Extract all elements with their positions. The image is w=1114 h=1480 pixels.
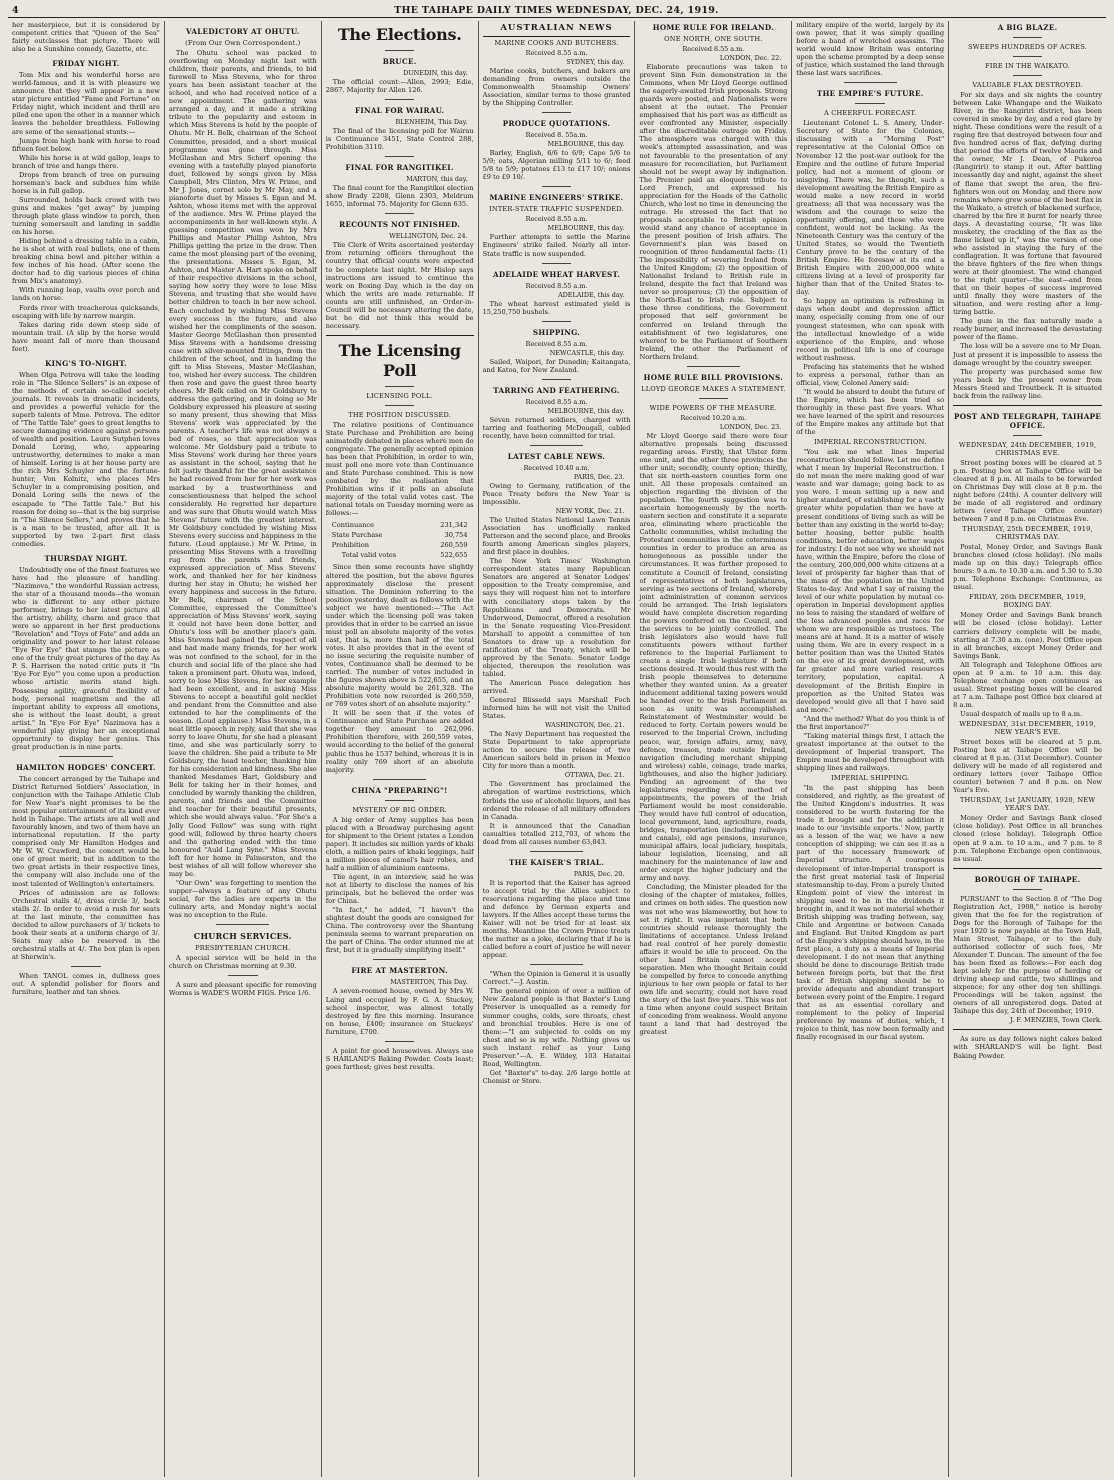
dateline: MASTERTON, This Day.: [390, 978, 468, 987]
received-time: Received 8.55 a.m.: [525, 49, 588, 57]
article-text: Barley, English, 6/6 to 6/9; Cape 5/6 to 5/9; oats, Algerian milling 5/11 to 6/; feed 5/8 to 5/9; potatoes £13 to £17 10/; onions £9 to £9 10/.: [482, 149, 631, 182]
table-row: [328, 541, 472, 549]
heading-wairau: FINAL FOR WAIRAU.: [354, 106, 445, 116]
heading-engineers-strike: MARINE ENGINEERS' STRIKE.: [489, 193, 624, 203]
divider: [1013, 75, 1043, 76]
article-text: Surrounded, holds back crowd with two guns and makes "get away" by jumping through plate glass window to porch, then turning somersault and landing in saddle on his horse.: [12, 195, 160, 237]
votes-value: 522,655: [440, 551, 468, 560]
heading-australian-news: AUSTRALIAN NEWS: [500, 23, 613, 33]
divider: [855, 103, 885, 104]
heading-borough: BOROUGH OF TAIHAPE.: [974, 874, 1081, 884]
divider: [953, 868, 1102, 869]
article-text: It is reported that the Kaiser has agreed to accept trial by the Allies subject to reservations regarding the place and time and defence by German experts and lawyers. If the Allies accept these terms the Kaiser will not be tried for at least six months. Meantime the Crown Prince treats the matter as a joke, declaring that if he is called before a court of justice he will never appear.: [482, 878, 631, 960]
divider: [953, 1029, 1102, 1030]
heading-licensing-poll: The Licensing Poll: [338, 340, 461, 380]
article-text: Elaborate precautions was taken to prevent Sinn Fein demonstration in the Commons, when Mr Lloyd George outlined the eagerly-awaited Irish proposals. Strong guards were posted, and Nationalists were absent at the outset. The Premier emphasised that his part was as difficult as ever confronted any Minister, especially after the discreditable outrage on Friday. The atmosphere was charged with this week's attempted assassination, and was not favourable to the presentation of any measure for reconciliation, but Parliament should not be swept away by indignation. The Premier paid an eloquent tribute to Lord French, and expressed his appreciation for the Heads of the Catholic Church, who lost no time in denouncing the outrage. He stressed the fact that no proposals acceptable to British opinion would stand any chance of acceptance in the present position of Irish affairs. The Government's plan was based on recognition of three fundamental facts: (1) The impossibility of severing Ireland from the United Kingdom; (2) the opposition of Nationalist Ireland to British rule in Ireland, despite the fact that Ireland was never so prosperous; (3) the opposition of the North-East to Irish rule. Subject to these three conditions, the Government proposed that self government be conferred on Ireland through the establishment of two legislatures, one whereof to be the Parliament of Southern Ireland, the other the Parliament of Northern Ireland.: [639, 63, 788, 361]
dateline: LONDON, Dec. 22.: [719, 54, 782, 62]
article-text: Street posting boxes will be cleared at 5 p.m. Posting box at Taihape Office will be cleared at 8 p.m. All mails to be forwarded on Christmas Day will close at 8 p.m. the night before (24th). A counter delivery will be made of all registered and ordinary letters (ever Taihape Office counter) between 7 and 8 p.m. on Christmas Eve.: [953, 458, 1103, 524]
column-3: [322, 21, 479, 1477]
article-text: Concluding, the Minister pleaded for the closing of the chapter of mistakes, follies, and crimes on both sides. The question now was not who was blameworthy, but how to set it right. It was important that both countries should release thoroughly the limitations of acceptance. Unless Ireland had real control of her purely domestic affairs it would be idle to proceed. On the other hand Britain cannot accept separation. Men who thought Britain could be compelled by force to concede anything injurious to her own people or fatal to her own life and security, could not have read the story of the last five years. This was not a time when anyone could suspect Britain of conceding from weakness. Would anyone taunt a land that had destroyed the greatest: [639, 883, 788, 1037]
dateline: BLENHEIM, This Day.: [395, 118, 468, 127]
subheading: MARINE COOKS AND BUTCHERS.: [494, 39, 619, 47]
dateline: MARTON, this day.: [406, 175, 468, 184]
article-text: Hiding behind a dressing table in a cabin, he is shot at with real bullets, one of them breaking china bowl and pitcher within a few inches of his head. (After scene the doctor had to dig various pieces of china from Mix's anatomy).: [12, 237, 160, 286]
article-text: her masterpiece, but it is considered by competent critics that "Queen of the Sea" fairly outclasses that picture. There will also be a Sunshine comedy, Gazette, etc.: [12, 21, 160, 54]
received-time: Received 8.55 a.m.: [525, 397, 588, 406]
article-text: "Our Own" was forgetting to mention the supper—always a feature of any Ohutu social, for the ladies are experts in the culinary arts, and Monday night's social was no exception to the Rule.: [168, 878, 317, 920]
subheading: SWEEPS HUNDREDS OF ACRES.: [968, 43, 1088, 51]
article-text: Marine cooks, butchers, and bakers are demanding from owners outside the Commonwealth Steamship Owners' Association, similar terms to those granted by the Shipping Controller.: [482, 67, 631, 108]
heading-post-telegraph: POST AND TELEGRAPH, TAIHAPE OFFICE.: [954, 411, 1102, 430]
article-text: Lieutenant Colonel L. S. Amery, Under-Secretary of State for the Colonies, discussing with a "Morning Post" representative at the Colonial Office on November 12 the post-war outlook for the Empire and the outline of future Imperial policy, had not a moment of gloom or misgiving. There was, he thought, such a development awaiting the British Empire as would make a new record in world greatness; all that was necessary was the wisdom and the courage to seize the opportunity offering, and those who were confident, would not be lacking. As the Nineteenth Century was the century of the United States, so would the Twentieth Century prove to be the century of the British Empire. He foresaw at its end a British Empire with 200,000,000 white citizens living at a level of prosperity far higher than that of the United States to-day.: [796, 119, 945, 297]
advert-harland: As sure as day follows night cakes baked with SHARLAND'S will be light. Best Baking Powder.: [953, 1035, 1103, 1060]
article-text: Money Order and Savings Bank branch will be closed (close holiday). Letter carriers delivery complete will be made, starting at 7.30 a.m. (one). Post Office open in all branches, except Money Order and Savings Bank.: [953, 611, 1103, 660]
heading-kings-tonight: KING'S TO-NIGHT.: [45, 358, 127, 368]
article-text: The American Peace delegation has arrived.: [482, 678, 631, 696]
divider: [953, 405, 1102, 406]
columns: [8, 21, 1106, 1477]
heading-empires-future: THE EMPIRE'S FUTURE.: [816, 89, 924, 99]
dateline: NEWCASTLE, this day.: [549, 348, 625, 357]
article-text: The final of the licensing poll for Wairau is Continuance 3451, State Control 288, Prohibition 3110.: [325, 127, 474, 152]
divider: [542, 321, 572, 322]
divider: [530, 964, 583, 965]
heading-wheat-harvest: ADELAIDE WHEAT HARVEST.: [492, 269, 621, 279]
divider: [326, 335, 474, 336]
divider: [385, 99, 415, 100]
divider: [542, 186, 572, 187]
article-text: "In fact," he added, "I haven't the slightest doubt the goods are consigned for China. The controversy over the Shantung peninsula seems to warrant preparation on the part of China. The order stunned me at first, but it is gradually simplifying itself.": [325, 906, 474, 955]
heading-thursday-night: THURSDAY NIGHT.: [44, 553, 128, 563]
article-text: A big order of Army supplies has been placed with a Broadway purchasing agent for shipment to the Orient (states a London paper). It includes six million yards of khaki cloth, a million pairs of khaki leggings, half a million pieces of camel's hair robes, and half a million of aluminium canteens.: [325, 815, 474, 872]
divider: [530, 445, 583, 446]
received-time: Received 8.55 a.m.: [525, 281, 588, 290]
article-text: The wheat harvest estimated yield is 15,250,750 bushels.: [482, 299, 631, 316]
subheading: WEDNESDAY, 24th DECEMBER, 1919, CHRISTMAS EVE.: [958, 440, 1097, 457]
article-text: All Telegraph and Telephone Offices are open at 9 a.m. to 10 a.m. this day. Telephone exchange open continuous as usual. Street posting boxes will be cleared at 7 a.m. Taihape post Office box cleared at 8 a.m.: [953, 660, 1103, 709]
divider: [1013, 37, 1043, 38]
dateline: LONDON, Dec. 23.: [719, 422, 782, 431]
subheading: FRIDAY, 26th DECEMBER, 1919, BOXING DAY.: [969, 593, 1087, 610]
subheading: FIRE IN THE WAIKATO.: [985, 62, 1071, 70]
article-text: The agent, in an interview, said he was not at liberty to disclose the names of his principals, but he believed the order was for China.: [325, 873, 474, 906]
heading-big-blaze: A BIG BLAZE.: [997, 23, 1058, 32]
received-time: Received 8.55 a.m.: [525, 215, 588, 224]
divider: [385, 50, 415, 51]
heading-church-services: CHURCH SERVICES.: [193, 931, 292, 942]
article-text: Money Order and Savings Bank closed (close holiday). Post Office in all branches closed (close holiday). Telegraph Office open at 9 a.m. to 10 a.m., and 7 p.m. to 8 p.m. Telephone Exchange open continuous, as usual.: [953, 814, 1103, 863]
subheading: THE POSITION DISCUSSED.: [348, 410, 452, 419]
divider: [373, 779, 426, 780]
article-text: Seven returned soldiers, charged with tarring and feathering McDougall, cabled recently, have been committed for trial.: [482, 415, 631, 440]
dateline: ADELAIDE, this day.: [558, 290, 625, 299]
column-7: [949, 21, 1106, 1477]
article-text: The Navy Department has requested the State Department to take appropriate action to secure the release of two American sailors held in prison in Mexico City for more than a month.: [482, 730, 631, 771]
article-text: Owing to Germany, ratification of the Peace Treaty before the New Year is impossible.: [482, 481, 631, 506]
article-text: "It would be absurd to doubt the future of the Empire, which has been tried so thoroughly in these past five years. What we have learned of the spirit and resources of the Empire makes any attitude but that of the: [796, 387, 945, 437]
heading-shipping: SHIPPING.: [532, 327, 581, 337]
subheading: PRESBYTERIAN CHURCH.: [195, 944, 291, 953]
subheading: WEDNESDAY, 31st DECEMBER, 1919, NEW YEAR'S EVE.: [959, 720, 1096, 737]
heading-china: CHINA "PREPARING"!: [351, 785, 448, 795]
divider: [216, 924, 269, 925]
divider: [530, 851, 583, 852]
subheading: LICENSING POLL.: [366, 391, 433, 400]
article-text: With running leap, vaults over porch and lands on horse.: [12, 286, 160, 303]
divider: [542, 263, 572, 264]
received-time: Received 10.20 a.m.: [680, 413, 747, 422]
article-text: The final count for the Rangitikei election show Brady 2208, Glenn 2303, Meldrum 1655, informal 75. Majority for Glenn 635.: [325, 184, 474, 209]
article-text: It is announced that the Canadian casualties totalled 212,703, of whom the dead from all causes number 63,843.: [482, 821, 631, 846]
article-text: The concert arranged by the Taihape and District Returned Soldiers' Association, in conjunction with the Taihape Athletic Club for New Year's night promises to be the most popular entertainment of its kind ever held in Taihape. The artists are all well and favourably known, and two of them have an international reputation. If the party comprised only Mr Hamilton Hodges and Mr W. W. Crawford, the concert would be one of great merit; but in addition to the two great artists in their respective lines, the company will also include one of the most talented of Wellington's entertainers.: [12, 774, 160, 888]
article-text: "And the method? What do you think is of the first importance?": [796, 714, 945, 731]
divider: [1013, 435, 1043, 436]
divider: [542, 379, 572, 380]
article-text: Takes daring ride down steep side of mountain trail. (A slip by the horse would have meant fall of more than thousand feet).: [12, 320, 160, 353]
article-text: The New York Times' Washington correspondent states many Republican Senators are angered at Senator Lodges' opposition to the Treaty compromise, and says they will request him not to interfere with conciliatory steps taken by the Republicans and Democrats. Mr Underwood, Democrat, offered a resolution in the Senate requesting Vice-President Marshall to appoint a committee of ten Senators to draw up a resolution for ratification of the Treaty, which will be approved by the Senate. Senator Lodge objected, thereupon the resolution was tabled.: [482, 557, 631, 678]
heading-kaiser-trial: THE KAISER'S TRIAL.: [508, 857, 605, 867]
article-text: Fords river with treacherous quicksands, escaping with life by narrow margin.: [12, 303, 160, 320]
advert-tanol: When TANOL comes in, dullness goes out. A splendid polisher for floors and furniture, leather and tan shoes.: [12, 971, 160, 997]
divider: [699, 398, 729, 399]
article-text: "Taking material things first, I attach the greatest importance at the outset to the development of Imperial transport. The Empire must be developed throughout with shipping lines and railways.: [796, 731, 945, 772]
article-text: Prices of admission are as follows: Orchestral stalls 4/, dress circle 3/, back stalls 2/. In order to avoid a rush for seats at the last minute, the committee has decided to allow purchasers of 3/ tickets to book their seats at a uniform charge of 3/. Seats may also be reserved in the orchestral stalls at 4/. The box plan is open at Sherwin's.: [12, 888, 160, 961]
subheading: IMPERIAL SHIPPING.: [831, 774, 910, 783]
votes-label: Continuance: [331, 521, 375, 530]
heading-home-rule: HOME RULE FOR IRELAND.: [652, 23, 774, 32]
received-time: Received 8.55 a.m.: [525, 339, 588, 348]
subheading: ONE NORTH, ONE SOUTH.: [664, 35, 763, 43]
advert-lung-preserver: The general opinion of over a million of New Zealand people is that Baxter's Lung Preserver is unequalled as a remedy for summer coughs, colds, sore throats, chest and bronchial troubles. Here is one of them:—"I am subjected to colds on my chest and so is my wife. Nothing gives us such instant relief as your Lung Preserver."—A. E. Wildey, 103 Hataitai Road, Wellington.: [482, 987, 631, 1068]
masthead-title: THE TAIHAPE DAILY TIMES WEDNESDAY, DEC. 24, 1919.: [394, 5, 719, 16]
heading-tarring: TARRING AND FEATHERING.: [493, 385, 620, 395]
article-text: military empire of the world, largely by its own power, that it was simply quailing before a band of wretched assassins. The world would know Britain was entering upon the scheme prompted by a deep sense of justice, which sustained the land through these last wars sacrifices.: [796, 21, 945, 78]
received-time: Received 8. 55a.m.: [525, 131, 588, 140]
article-text: When Olga Petrova will take the leading role in "The Silence Sellers" is an expose of the methods of certain so-called society journals. It reveals in dramatic incidents, and provides a powerful vehicle for the superb talents of Mme. Petrova. The editor of "The Tattle Tale" goes to great lengths to secure damaging evidence against persons of wealth and position. Laure Sutphen loves Donald Loring, who, appearing untrustworthy, determines to make a man of himself. Loring is at her house party are the rich Mrs Schuyler and the fortune-hunter, Von Kolnitz, who places Mrs Schuyler in a compromising position, and Donald Loring sells the news of the escapade to "The Tattle Tale." But his reason for doing so—that is the big surprise in "The Silence Sellers," and proves that he is a man to be trusted, after all. It is supported by two 2-part first class comedies.: [12, 370, 160, 548]
divider: [385, 386, 415, 387]
divider: [385, 156, 415, 157]
article-text: Mr Lloyd George said there were four alternative proposals being discussed regarding areas. Firstly, that Ulster form one unit, and the other three provinces the other unit; secondly, county option; thirdly, that six north-eastern counties form one unit. All these proposals contained an objection regarding the division of the population. The fourth suggestion was to ascertain homogeneously by the north-eastern section and constitute it a separate area, eliminating where practicable the Catholic communities, whilst including the Protestant communities in the coterminous counties in order to produce an area as homogeneous as possible under the circumstances. It was further proposed to constitute a Council of Ireland, consisting of representatives of both legislatures, serving as two sections of Ireland, whereby joint administration of common services could be arranged. The Irish legislators would have complete discretion regarding the powers conferred on the Council, and the services to be jointly controlled. The Irish legislators also would have full constituents powers without further reference to the Imperial Parliament to create a single Irish legislature if both sections desired. It would thus rest with the Irish people themselves to determine whether they wanted union. As a greater inducement additional taxing powers would be handed over to the Irish Parliament as soon as unity was accomplished. Reinstatement of Westminster would be reduced to forty. Certain powers would be reserved to the Imperial Crown, including peace, war, foreign affairs, army, navy, defence, treason, trade outside Ireland, navigation (including merchant shipping and wireless) cable, coinage, trade marks, lighthouses, and also the higher judiciary. Pending an agreement of the two legislatures regarding the method of appointments, the powers of the Irish Parliament would be most considerable. They would have full control of education, local government, land, agriculture, roads, bridges, transportation (including railways and canals), old age pensions, insurance, municipal affairs, local judiciary, hospitals, labour legislation, licensing, and all machinery for the maintenance of law and order except the higher judiciary and the army and navy.: [639, 431, 788, 883]
subheading: THURSDAY, 1st JANUARY, 1920, NEW YEAR'S DAY.: [959, 796, 1096, 813]
article-text: The Government has proclaimed the abrogation of wartime restrictions, which forbids the use of alcoholic liquors, and has ordered the release of all military offenders in Canada.: [482, 780, 631, 821]
advert-baking-powder: A point for good housewives. Always use S HARLAND'S Baking Powder. Costs least; goes farthest; gives best results.: [325, 1046, 474, 1071]
article-text: It will be seen that if the votes of Continuance and State Purchase are added together they amount to 262,096. Prohibition therefore, with 260,559 votes, would according to the belief of the general public thus be 1537 behind, whereas it is in reality only 769 short of an absolute majority.: [325, 709, 474, 774]
dateline: PARIS, Dec. 20.: [573, 869, 625, 878]
article-text: The Ohutu school was packed to overflowing on Monday night last with children, their parents, and friends, to bid farewell to Miss Stevens, who for three years has been assistant teacher at the school, and who had received notice of a new appointment. The gathering was arranged a day, and it made a striking tribute to the popularity and esteem in which Miss Stevens is held by the people of Ohutu. Mr H. Belk, chairman of the School Committee, presided, and a short musical programme was gone through. Miss McGlashan and Mrs Scherf opening the evening with a tastefully played pianoforte duet, followed by songs given by Miss Campbell, Mrs Clinton, Mrs W. Prime, and Mr J. Jones, cornet solo by Mr May, and a pianoforte duet by Misses S. Egan and M. Ashton, whose items met with the approval of the audience. Mrs W. Prime played the accompaniments in her well-known style. A guessing competition was won by Mrs Phillips and Master Phillip Ashton, Mrs Phillips getting the prize in the draw. Then came the most pleasing part of the evening, the presentations. Misses S. Egan, M. Ashton, and Master A. Hart spoke on behalf of their respective divisions in the school, saying how sorry they were to lose Miss Stevens, and trusting that she would have better children to teach in her new school. Each concluded by wishing Miss Stevens every success in the future, and also wished her the compliments of the season. Master George McGlashan then presented Miss Stevens with a handsome dressing case with silver-mounted fittings, from the children of the school, and in handing the gift to Miss Stevens, Master McGlashan, too, wished her every success. The children then rose and gave the guest three hearty cheers. Mr Belk called on Mr Goldsbury to address the gathering, and in doing so Mr Goldsbury expressed his pleasure at seeing so many present, thus showing that Miss Stevens' work was appreciated by the parents. A teacher's life was not always a bed of roses, so that appreciation was welcome. Mr Goldsbury paid a tribute to Miss Stevens' work during her three years as assistant in the school, saying that he felt justly thankful for the great assistance he had received from her for her work was marked by a trustworthiness and conscientiousness that helped the school considerably. He regretted her departure and was sure that Ohutu would watch Miss Stevens' future with the greatest interest. Mr Goldsbury concluded by wishing Miss Stevens every success and happiness in the future. (Loud applause.) Mr W. Prime, in presenting Miss Stevens with a travelling rug from the parents and friends, expressed appreciation of Miss Stevens' work, and thanked her for her kindness during her stay in Ohutu; he wished her every happiness and success in the future. Mr Belk, chairman of the School Committee, expressed the Committee's appreciation of Miss Stevens' work, saying it could not have been done better, and Ohutu's loss will be another place's gain. Miss Stevens had gained the respect of all and had made many friends, for her work was not confined to the school, for in the church and social life of the place she had taken a prominent part. Ohutu was, indeed, sorry to lose Miss Stevens, for her example had been excellent, and in asking Miss Stevens to accept a beautiful gold necklet and pendant from the Committee and also extended to her the compliments of the season. (Loud applause.) Miss Stevens, in a neat little speech in reply, said that she was sorry to leave Ohutu, for she had a pleasant time, and she was particularly sorry to leave the children. She paid a tribute to Mr Goldsbury, the head teacher, thanking him for his consideration and kindness. She also thanked Mesdames Hart, Goldsbury and Belk for taking her in their homes, and concluded by warmly thanking the children, parents, and friends and the Committee and teacher for their beautiful presents, which she would always value. "For She's a Jolly Good Fellow" was sung with right good will, followed by three hearty cheers and the gathering ended with the time honoured "Auld Lang Syne." Miss Stevens left for her home in Palmerston, and the best wishes of all will follow wherever she may be.: [168, 49, 317, 878]
article-text: Since then some recounts have slightly altered the position, but the above figures approximately disclose the present situation. The Dominion referring to the position yesterday, dealt as follows with the subject we have mentioned:—"The Act under which the licensing poll was taken provides that in order to be carried an issue must poll an absolute majority of the votes cast, that is, more than half of the total votes. It also provides that in the event of no issue securing the requisite number of votes, Continuance shall be deemed to be carried. The number of votes included in the figures shown above is 522,655, and an absolute majority would be 261,328. The Prohibition vote now recorded is 260,559, or 769 votes short of an absolute majority.": [325, 563, 474, 709]
article-text: Further attempts to settle the Marine Engineers' strike failed. Nearly all inter-State traffic is now suspended.: [482, 233, 631, 258]
article-text: Usual despatch of mails up to 8 a.m.: [960, 710, 1083, 718]
article-text: Postal, Money Order, and Savings Bank branches closed (close holiday). (No mails made up on this day.) Telegraph office hours: 9 a.m. to 10.30 a.m. and 5.30 to 5.30 p.m. Telephone Exchange: Continuous, as usual.: [953, 543, 1103, 592]
divider: [59, 756, 112, 757]
subheading: (From Our Own Correspondent.): [185, 39, 301, 47]
divider: [373, 959, 426, 960]
column-4: [479, 21, 636, 1477]
subheading: MYSTERY OF BIG ORDER.: [352, 805, 447, 814]
subheading: A CHEERFUL FORECAST.: [823, 109, 917, 118]
article-text: PURSUANT to the Section 8 of "The Dog Registration Act, 1908," notice is hereby given that the fee for the registration of Dogs for the Borough of Taihape for the year 1920 is now payable at the Town Hall, Main Street, Taihape, or to the duly authorised collector of such fees, Mr Alexander T. Duncan. The amount of the fee has been fixed as follows:—For each dog kept solely for the purpose of herding or driving sheep and cattle, two shillings and sixpence; for any other dog ten shillings. Proceedings will be taken against the owners of all unregistered dogs. Dated at Taihape this day, 24th of December, 1919.: [953, 894, 1103, 1016]
divider: [71, 966, 101, 967]
article-text: The gum in the flax naturally made a ready burner, and increased the devastating power of the flame.: [953, 317, 1103, 342]
votes-label: Total valid votes: [341, 551, 397, 560]
article-text: Prefacing his statements that he wished to express a personal, rather than an official, view, Colonel Amery said:: [796, 362, 945, 387]
dateline: NEW YORK, Dec. 21.: [555, 507, 625, 516]
article-text: Street boxes will be cleared at 5 p.m. Posting box at Taihape Office will be cleared at 8 p.m. (31st December). Counter delivery will be made of all registered and ordinary letters (over Taihape Office counter) between 7 and 8 p.m. on New Year's Eve.: [953, 738, 1103, 795]
article-text: For six days and six nights the country between Lake Whangape and the Waikato River, in the Rangiriri district, has been covered in smoke by day, and a red glare by night. These conditions were the result of a raging fire that destroyed between four and five hundred acres of flax, defying during that period the efforts of twelve Maoris and the owner, Mr J. Dean, of Pukeroa (Rangiriri) to stamp it out. After battling incessantly day and night, against the sheet of flame that swept the area, the fire-fighters won out on Monday, and there now remains where grew some of the best flax in the Waikato, a stretch of blackened surface, charred by the fire it burnt for nearly three days. A devastating course, "It was like musketry, the crackling of the flax as the flame licked up it," was the version of one who assisted in staying the fury of the conflagration. It was fortune that favoured the brave fighters of the fire when things were at their gloomiest. The wind changed to the right quarter—the east—and from that on their hopes of success improved until finally they were masters of the situation, and were resting after a long-tiring battle.: [953, 91, 1103, 317]
article-text: The official count:—Allen, 2993; Edie, 2867. Majority for Allen 126.: [325, 78, 474, 95]
dateline: MELBOURNE, this day.: [547, 140, 625, 149]
heading-hamilton-concert: HAMILTON HODGES' CONCERT.: [16, 762, 156, 772]
column-1: [8, 21, 165, 1477]
article-text: So happy an optimism is refreshing in days when doubt and depression afflict many, especially coming from one of our youngest statesmen, who can speak with the intellectual knowledge of a wide experience of the Empire, and whose record in political life is one of courage without rashness.: [796, 297, 945, 362]
article-text: Undoubtedly one of the finest features we have had the pleasure of handling. "Nazimova," the wonderful Russian actress, the star of a thousand moods—the woman who is different to any other picture performer, brings to her latest picture all the artistry, ability, charm and grace that were so apparent in her first productions "Revelation" and "Toys of Fate" and adds an originality and power to her latest release "Eye For Eye" that stamps the picture as one of the truly great pictures of the day. As P. S. Harrison the noted critic puts it "In 'Eye For Eye'" you come upon a production whose artistic merits stand high. Possessing agility, graceful flexibility of body, personal magnetism and the all important ability to express all emotions, she is without the least doubt, a great artist." In "Eye For Eye" Nazimova has a wonderful play giving her an exceptional opportunity to display her genius. This great production is in nine parts.: [12, 565, 160, 751]
divider: [1013, 889, 1043, 890]
article-text: The United States National Lawn Tennis Association has unofficially ranked Patterson and the second place, and Brooks fourth among American singles players, and first place in doubles.: [482, 516, 631, 557]
received-time: Received 8.55 a.m.: [682, 45, 745, 53]
table-row: [328, 521, 472, 529]
column-6: [792, 21, 949, 1477]
votes-table: [326, 519, 474, 561]
dateline: SYDNEY, this day.: [566, 58, 625, 66]
divider: [385, 213, 415, 214]
divider: [385, 405, 415, 406]
article-text: The loss will be a severe one to Mr Dean. Just at present it is impossible to assess the damage wrought by the country sweeper.: [953, 342, 1103, 367]
subheading: IMPERIAL RECONSTRUCTION.: [813, 438, 927, 447]
divider: [385, 1041, 415, 1042]
heading-recounts: RECOUNTS NOT FINISHED.: [339, 220, 461, 230]
subheading: THURSDAY, 25th DECEMBER, 1919, CHRISTMAS DAY.: [962, 525, 1093, 542]
subheading: LLOYD GEORGE MAKES A STATEMENT.: [641, 384, 786, 393]
heading-valedictory: VALEDICTORY AT OHUTU.: [186, 27, 300, 36]
votes-value: 231,342: [440, 521, 468, 530]
article-text: "You ask me what lines Imperial reconstruction should follow. Let me define what I mean by Imperial Reconstruction. I do not mean the mere making good of war waste and war damage; going back to as you were. I mean setting up a new and higher standard, of establishing for a vastly greater white population than we have at present conditions of living such as will be better than any existing in the world to-day; better housing, better public health conditions, better education, better wages for industry. I do not see why we should not have, within the Empire, before the close of the century, 200,000,000 white citizens at a level of prosperity far higher than that of the mass of the population in the United States to-day. And what I say of raising the level of our white population by mutual co-operation in Imperial development applies no less to raising the standard of welfare of the less advanced peoples and races for whom we are responsible as trustees. The means are at hand. It is a matter of wisely using them. We are in every respect in a better position than was the United States on the eve of its great development, with far greater and more varied resources territory, population, capital. A development of the British Empire in proportion as the United States was developed would give all that I have said and more.": [796, 448, 945, 714]
divider: [483, 36, 631, 37]
article-text: Drops from branch of tree on pursuing horseman's back and subdues him while horse is in full gallop.: [12, 170, 160, 195]
article-text: General Blissedd says Marshall Foch informed him he will not visit the United States.: [482, 696, 631, 721]
page-number: 4: [12, 5, 19, 16]
advert-lung-preserver: "When the Opinion is General it is usually Correct."—J. Austin.: [482, 970, 631, 987]
dateline: MELBOURNE, this day.: [547, 406, 625, 415]
article-text: Sailed, Waipori, for Dunedin; Kaitangata, and Katoa, for New Zealand.: [482, 357, 631, 374]
article-text: The property was purchased some few years back by the present owner from Messrs Steed and Troutbeck. It is situated back from the railway line.: [953, 367, 1103, 400]
article-text: A special service will be held in the church on Christmas morning at 9.30.: [168, 954, 317, 971]
article-text: The Clerk of Writs ascertained yesterday from returning officers throughout the country that official counts were expected to be complete last night. Mr Hislop says instructions are issued to continue the work on Boxing Day, which is the day on which the writs are made returnable. If counts are still unfinished, an Order-in-Council will be necessary altering the date, but he did not think this would be necessary.: [325, 241, 474, 330]
divider: [542, 112, 572, 113]
dateline: OTTAWA, Dec. 21.: [564, 771, 625, 780]
column-5: [635, 21, 792, 1477]
heading-friday-night: FRIDAY NIGHT.: [52, 59, 120, 69]
column-2: [165, 21, 322, 1477]
article-text: A seven-roomed house, owned by Mrs W. Laing and occupied by F. G. A. Stuckey, school inspector, was almost totally destroyed by fire this morning. Insurance on house, £400; insurance on Stuckeys' furniture, £700.: [325, 987, 474, 1036]
subheading: INTER-STATE TRAFFIC SUSPENDED.: [489, 205, 624, 214]
dateline: WELLINGTON, Dec. 24.: [389, 232, 468, 241]
divider: [228, 975, 258, 976]
votes-label: Prohibition: [331, 541, 369, 550]
heading-home-rule-bill: HOME RULE BILL PROVISIONS.: [643, 372, 784, 382]
article-text: "In the past shipping has been considered, and rightly, as the greatest of the United Kingdom's industries. It was considered to be worth fostering for the trade it brought and for the addition it made to our 'invisible exports.' Now, partly as a lesson of the war, we have a new conception of shipping; we can see it as a part of the necessary framework of Imperial structure. A courageous development of inter-Imperial transport is the first great material task of Imperial statesmanship to-day. From a purely United Kingdom point of view the interest in shipping used to be in the dividends it brought in, and it was not material whether British shipping was trading between, say, Chile and Argentine or between Canada and England. But United Kingdom as part of the Empire's shipping should have, in the first place, a duty as a means of Imperial development. I do not mean that anything should be done to discourage British trade between foreign ports, but that the first task of British shipping should be to provide adequate and abundant transport between every point of the Empire. I regard that as an essential corollary and complement to the policy of Imperial preference by means of duties, which, I rejoice to think, has now been formally and finally recognised in our fiscal system.: [796, 784, 945, 1042]
heading-produce: PRODUCE QUOTATIONS.: [502, 119, 611, 129]
heading-masterton-fire: FIRE AT MASTERTON.: [351, 966, 448, 976]
heading-latest-cable: LATEST CABLE NEWS.: [507, 451, 606, 461]
article-text: Tom Mix and his wonderful horse are world-famous, and it is with pleasure we announce that they will appear in a new star picture entitled "Fame and Fortune" on Friday night, which incident and thrill are piled one upon the other in a manner which leaves the beholder breathless. Following are some of the sensational stunts:—: [12, 71, 160, 136]
votes-value: 30,754: [444, 531, 468, 540]
advert-lung-preserver: Get "Baxter's" to-day. 2/6 large bottle at Chemist or Store.: [482, 1068, 631, 1085]
masthead: [8, 4, 1106, 18]
heading-rangitikei: FINAL FOR RANGITIKEI.: [345, 163, 454, 173]
votes-label: State Purchase: [331, 531, 383, 540]
dateline: MELBOURNE, this day.: [547, 224, 625, 233]
divider: [687, 366, 740, 367]
divider: [1013, 56, 1043, 57]
divider: [844, 82, 897, 83]
dateline: PARIS, Dec. 23.: [573, 472, 625, 481]
table-row: [328, 551, 472, 559]
dateline: DUNEDIN, this day.: [403, 69, 468, 77]
article-text: Jumps from high bank with horse to road fifteen feet below.: [12, 136, 160, 153]
signature: J. F. MENZIES, Town Clerk.: [1010, 1016, 1103, 1025]
divider: [385, 800, 415, 801]
heading-elections: The Elections.: [337, 25, 462, 44]
advert-worm-figs: A sure and pleasant specific for removing Worms is WADE'S WORM FIGS. Price 1/6.: [168, 981, 317, 998]
article-text: The relative positions of Continuance State Purchase and Prohibition are being animatedly debated in places where men do congregate. The generally accepted opinion has been that Prohibition, in order to win, must poll one more vote than Continuance and State Purchase combined. This is now combated by the realisation that Prohibition wins if it polls an absolute majority of the total valid votes cast. The national totals on Tuesday morning were as follows:—: [325, 420, 474, 518]
article-text: While his horse is at wild gallop, leaps to branch of tree and hangs there.: [12, 153, 160, 170]
dateline: WASHINGTON, Dec. 21.: [544, 721, 625, 730]
subheading: WIDE POWERS OF THE MEASURE.: [649, 403, 778, 412]
table-row: [328, 531, 472, 539]
heading-bruce: BRUCE.: [382, 57, 417, 66]
received-time: Received 10.40 a.m.: [523, 463, 590, 472]
votes-value: 260,559: [440, 541, 468, 550]
subheading: VALUABLE FLAX DESTROYED.: [972, 81, 1083, 89]
